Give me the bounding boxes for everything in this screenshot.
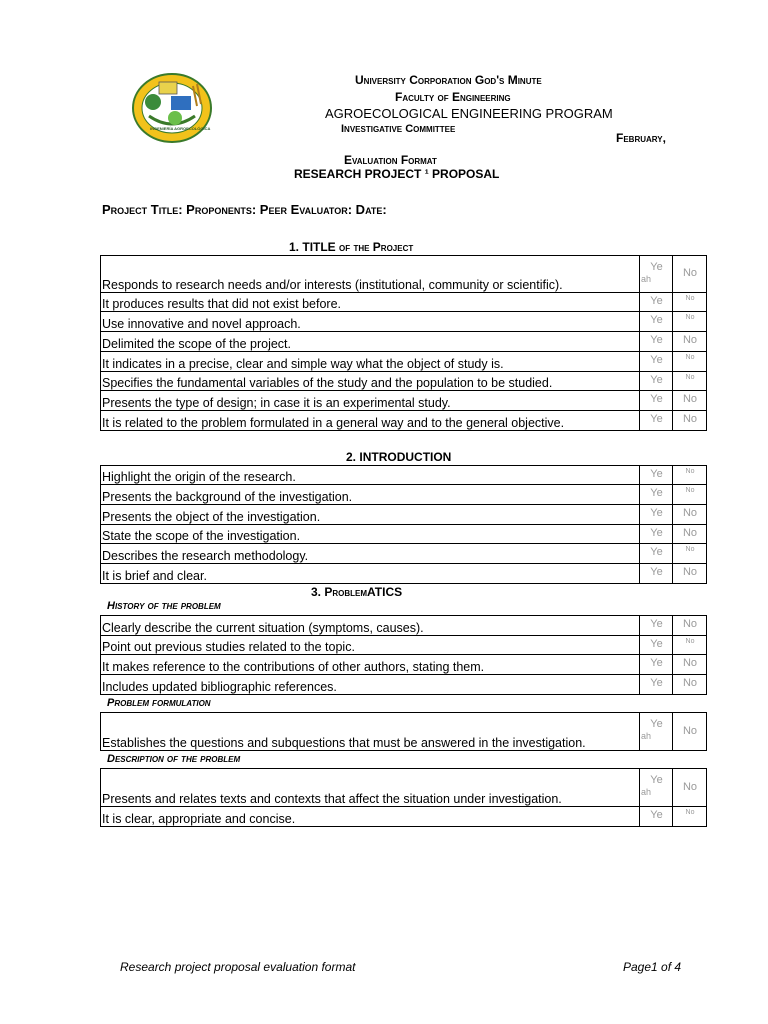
criterion-text: It is related to the problem formulated in a general way and to the general objective. xyxy=(101,411,640,431)
criterion-text: It is clear, appropriate and concise. xyxy=(101,807,640,827)
criterion-text: Specifies the fundamental variables of the study and the population to be studied. xyxy=(101,372,640,391)
no-option[interactable]: No xyxy=(673,769,707,807)
committee-name: Investigative Committee xyxy=(341,123,456,135)
table-row xyxy=(101,372,707,391)
no-option[interactable]: No xyxy=(673,372,707,391)
table-row xyxy=(101,636,707,655)
no-option[interactable]: No xyxy=(673,636,707,655)
no-option[interactable]: No xyxy=(673,466,707,485)
table-row xyxy=(101,485,707,505)
yes-option[interactable]: Ye xyxy=(640,372,673,391)
program-name: AGROECOLOGICAL ENGINEERING PROGRAM xyxy=(325,106,613,121)
no-option[interactable]: No xyxy=(673,564,707,584)
criterion-text: It produces results that did not exist before. xyxy=(101,293,640,312)
criterion-text: Delimited the scope of the project. xyxy=(101,332,640,352)
history-table xyxy=(100,615,707,695)
criterion-text: Highlight the origin of the research. xyxy=(101,466,640,485)
document-title: RESEARCH PROJECT ¹ PROPOSAL xyxy=(294,167,500,181)
table-row xyxy=(101,411,707,431)
no-option[interactable]: No xyxy=(673,505,707,525)
table-row xyxy=(101,525,707,544)
table-row xyxy=(101,769,707,807)
yes-option[interactable]: Ye xyxy=(640,675,673,695)
no-option[interactable]: No xyxy=(673,525,707,544)
no-option[interactable]: No xyxy=(673,332,707,352)
yes-option[interactable]: Ye xyxy=(640,293,673,312)
faculty-logo xyxy=(131,72,213,144)
yes-option[interactable]: Ye xyxy=(640,807,673,827)
yes-option[interactable]: Ye xyxy=(640,616,673,636)
criterion-text: Presents the type of design; in case it is an experimental study. xyxy=(101,391,640,411)
no-option[interactable]: No xyxy=(673,411,707,431)
footer-left: Research project proposal evaluation format xyxy=(120,960,356,974)
yes-option[interactable]: Ye xyxy=(640,312,673,332)
criterion-text: Includes updated bibliographic references. xyxy=(101,675,640,695)
header-date: February, xyxy=(616,131,666,145)
table-row xyxy=(101,655,707,675)
criterion-text: State the scope of the investigation. xyxy=(101,525,640,544)
no-option[interactable]: No xyxy=(673,391,707,411)
criterion-text: Establishes the questions and subquestions that must be answered in the investigation. xyxy=(101,713,640,751)
description-table xyxy=(100,768,707,827)
formulation-subtitle: Problem formulation xyxy=(107,697,211,709)
no-option[interactable]: No xyxy=(673,256,707,293)
table-row xyxy=(101,616,707,636)
table-row xyxy=(101,466,707,485)
criterion-text: Presents and relates texts and contexts that affect the situation under investigation. xyxy=(101,769,640,807)
yes-option[interactable]: Ye ah xyxy=(640,769,673,807)
faculty-name: Faculty of Engineering xyxy=(395,90,511,104)
footer-page-number: Page1 of 4 xyxy=(623,960,682,974)
criterion-text: Point out previous studies related to the topic. xyxy=(101,636,640,655)
criterion-text: It indicates in a precise, clear and simple way what the object of study is. xyxy=(101,352,640,372)
criterion-text: It is brief and clear. xyxy=(101,564,640,584)
section-2-table xyxy=(100,465,707,584)
section-1-title: 1. TITLE of the Project xyxy=(289,240,414,254)
table-row xyxy=(101,391,707,411)
no-option[interactable]: No xyxy=(673,485,707,505)
yes-option[interactable]: Ye ah xyxy=(640,713,673,751)
criterion-text: Presents the object of the investigation. xyxy=(101,505,640,525)
no-option[interactable]: No xyxy=(673,352,707,372)
criterion-text: Describes the research methodology. xyxy=(101,544,640,564)
criterion-text: Clearly describe the current situation (symptoms, causes). xyxy=(101,616,640,636)
no-option[interactable]: No xyxy=(673,293,707,312)
yes-option[interactable]: Ye xyxy=(640,636,673,655)
yes-option[interactable]: Ye xyxy=(640,505,673,525)
formulation-table xyxy=(100,712,707,751)
table-row xyxy=(101,505,707,525)
yes-option[interactable]: Ye xyxy=(640,485,673,505)
no-option[interactable]: No xyxy=(673,544,707,564)
no-option[interactable]: No xyxy=(673,655,707,675)
yes-option[interactable]: Ye xyxy=(640,352,673,372)
yes-option[interactable]: Ye xyxy=(640,466,673,485)
section-3-title: 3. ProblemATICS xyxy=(311,585,403,599)
yes-option[interactable]: Ye xyxy=(640,411,673,431)
criterion-text: Use innovative and novel approach. xyxy=(101,312,640,332)
table-row xyxy=(101,312,707,332)
yes-option[interactable]: Ye xyxy=(640,655,673,675)
yes-option[interactable]: Ye xyxy=(640,391,673,411)
yes-option[interactable]: Ye ah xyxy=(640,256,673,293)
yes-option[interactable]: Ye xyxy=(640,332,673,352)
criterion-text: It makes reference to the contributions of other authors, stating them. xyxy=(101,655,640,675)
table-row xyxy=(101,564,707,584)
table-row xyxy=(101,256,707,293)
no-option[interactable]: No xyxy=(673,616,707,636)
logo-text: INGENIERÍA AGROECOLÓGICA xyxy=(150,126,211,131)
no-option[interactable]: No xyxy=(673,312,707,332)
yes-option[interactable]: Ye xyxy=(640,564,673,584)
yes-option[interactable]: Ye xyxy=(640,525,673,544)
table-row xyxy=(101,675,707,695)
no-option[interactable]: No xyxy=(673,807,707,827)
project-meta-line: Project Title: Proponents: Peer Evaluator: Date: xyxy=(102,202,387,217)
criterion-text: Responds to research needs and/or interests (institutional, community or scientific). xyxy=(101,256,640,293)
section-2-title: 2. INTRODUCTION xyxy=(346,450,452,464)
no-option[interactable]: No xyxy=(673,675,707,695)
table-row xyxy=(101,807,707,827)
evaluation-format: Evaluation Format xyxy=(344,153,437,167)
history-subtitle: History of the problem xyxy=(107,600,221,612)
table-row xyxy=(101,544,707,564)
table-row xyxy=(101,332,707,352)
criterion-text: Presents the background of the investigation. xyxy=(101,485,640,505)
yes-option[interactable]: Ye xyxy=(640,544,673,564)
table-row xyxy=(101,293,707,312)
university-name: University Corporation God's Minute xyxy=(355,73,542,87)
description-subtitle: Description of the problem xyxy=(107,753,241,765)
table-row xyxy=(101,713,707,751)
no-option[interactable]: No xyxy=(673,713,707,751)
section-1-table xyxy=(100,255,707,431)
table-row xyxy=(101,352,707,372)
